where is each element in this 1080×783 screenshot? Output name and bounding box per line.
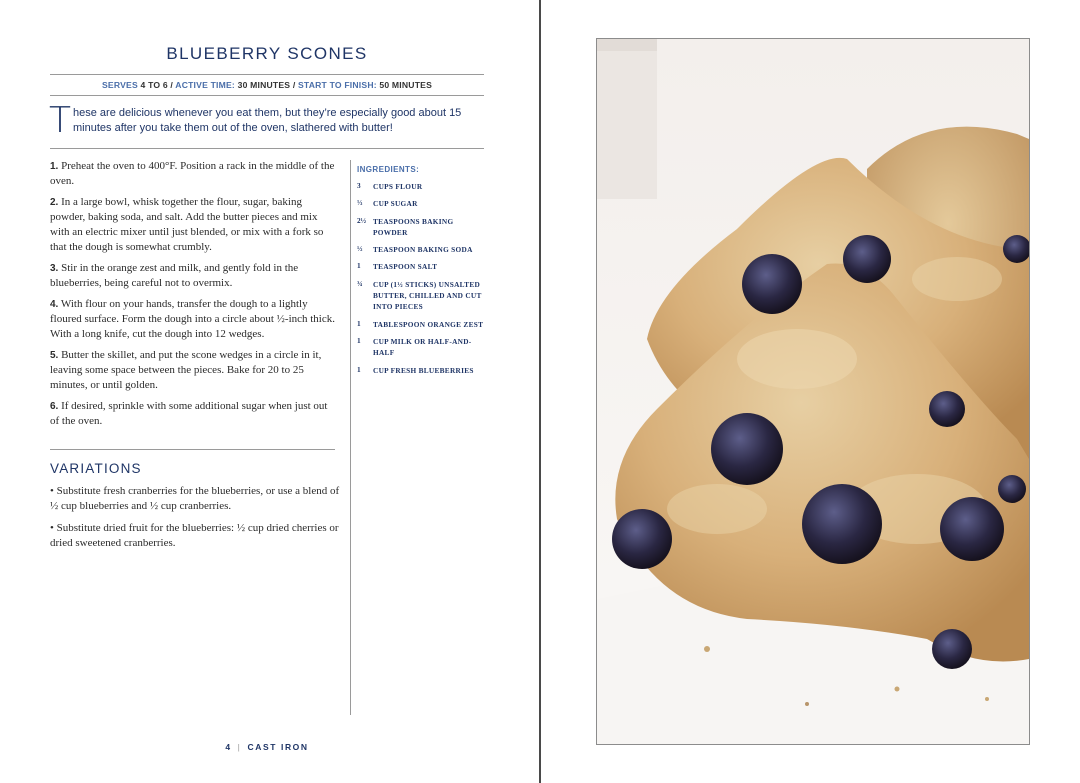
- scones-illustration: [597, 39, 1029, 744]
- ingredient-item: 1 TABLESPOON ORANGE ZEST: [357, 318, 484, 329]
- recipe-intro: [49, 100, 486, 141]
- step-5: 5. Butter the skillet, and put the scone wedges in a circle in it, leaving some space between the pieces. Bake for 20 to 25 minutes, or until golden.: [50, 349, 322, 391]
- intro-text: hese are delicious whenever you eat them, but they’re especially good about 15 minutes after you take them out of the oven, slathered with butter!: [73, 107, 462, 134]
- ingredient-item: ⅓ CUP SUGAR: [357, 198, 418, 209]
- ingredient-item: 2½ TEASPOONS BAKING POWDER: [357, 215, 454, 237]
- footer-separator: |: [237, 742, 242, 752]
- variation-item: • Substitute fresh cranberries for the blueberries, or use a blend of ½ cup blueberries and ½ cup cranberries.: [50, 485, 340, 512]
- meta-separator: /: [170, 80, 174, 90]
- meta-separator: /: [292, 80, 296, 90]
- step-2: 2. In a large bowl, whisk together the flour, sugar, baking powder, baking soda, and salt. Add the butter pieces and mix with an electric mixer until just blended, or mix with a fork so that the dough is somewhat crumbly.: [50, 196, 324, 253]
- ingredients-heading: INGREDIENTS:: [357, 165, 420, 174]
- ingredient-item: ½ TEASPOON BAKING SODA: [357, 244, 473, 255]
- left-page: [0, 0, 539, 783]
- step-1: 1. Preheat the oven to 400°F. Position a rack in the middle of the oven.: [50, 160, 335, 187]
- ingredient-item: 3 CUPS FLOUR: [357, 181, 423, 191]
- variations-list: [50, 484, 340, 551]
- recipe-title: BLUEBERRY SCONES: [166, 44, 368, 63]
- serves-value: 4 TO 6: [140, 80, 168, 90]
- intro-drop-cap: T: [49, 100, 71, 141]
- title-rule-top: [50, 74, 484, 75]
- finish-time-label: START TO FINISH:: [298, 80, 377, 90]
- page-footer: [50, 742, 484, 752]
- step-4: 4. With flour on your hands, transfer the dough to a lightly floured surface. Form the dough into a circle about ½-inch thick. With a long knife, cut the dough into 12 wedges.: [50, 298, 335, 340]
- ingredient-item: 1 TEASPOON SALT: [357, 261, 438, 272]
- serves-label: SERVES: [101, 80, 138, 90]
- intro-rule: [50, 148, 484, 149]
- variations-rule: [50, 449, 335, 450]
- ingredient-item: 1 CUP MILK OR HALF-AND-HALF: [357, 335, 472, 358]
- recipe-steps: [50, 159, 338, 435]
- finish-time-value: 50 MINUTES: [379, 80, 433, 90]
- step-6: 6. If desired, sprinkle with some additional sugar when just out of the oven.: [50, 400, 328, 427]
- ingredient-item: ¾ CUP (1½ STICKS) UNSALTED BUTTER, CHILLED AND CUT INTO PIECES: [357, 278, 482, 312]
- page-number: 4: [225, 742, 232, 752]
- column-divider: [350, 160, 351, 715]
- book-title: CAST IRON: [247, 742, 309, 752]
- blueberry-scones-photo: [596, 38, 1030, 745]
- active-time-label: ACTIVE TIME:: [175, 80, 235, 90]
- variations-title: VARIATIONS: [50, 461, 142, 476]
- variation-item: • Substitute dried fruit for the blueberries: ½ cup dried cherries or dried sweetened cranberries.: [50, 522, 339, 549]
- active-time-value: 30 MINUTES: [237, 80, 291, 90]
- recipe-meta: [50, 80, 484, 90]
- meta-rule-bottom: [50, 95, 484, 96]
- step-3: 3. Stir in the orange zest and milk, and gently fold in the blueberries, being careful not to overmix.: [50, 262, 299, 289]
- ingredients-list: [357, 181, 487, 382]
- ingredient-item: 1 CUP FRESH BLUEBERRIES: [357, 364, 474, 375]
